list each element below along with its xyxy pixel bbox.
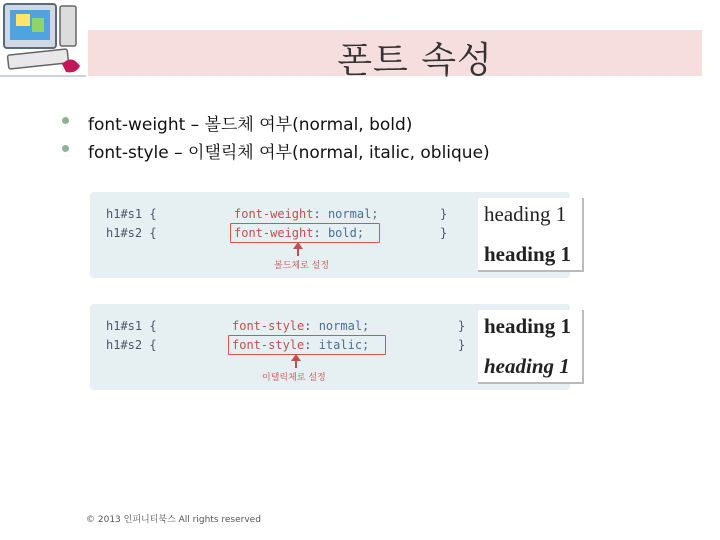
code-value: normal; [320, 207, 379, 221]
code-declaration: font-weight: normal; [234, 207, 379, 221]
result-heading-normal: heading 1 [484, 314, 571, 338]
title-band [88, 30, 702, 81]
code-property: font-weight [234, 207, 314, 221]
result-heading-italic: heading 1 [484, 354, 570, 378]
code-brace: } [458, 338, 466, 352]
highlight-box [230, 223, 380, 243]
code-brace: } [440, 207, 448, 221]
code-value: italic; [311, 338, 370, 352]
code-brace: } [458, 319, 466, 333]
code-selector: h1#s2 { [106, 338, 157, 352]
copyright-footer: © 2013 인피니티북스 All rights reserved [86, 515, 261, 525]
bullet-text: font-style – 이탤릭체 여부(normal, italic, oblique) [88, 143, 490, 163]
code-property: font-style [232, 338, 305, 352]
code-value: bold; [320, 226, 365, 240]
code-selector: h1#s1 { [106, 207, 157, 221]
computer-clipart-icon [0, 0, 86, 80]
rendered-result-weight [478, 198, 584, 272]
annotation-note: 볼드체로 설정 [274, 261, 330, 271]
code-property: font-weight [234, 226, 314, 240]
bullet-dot-icon [62, 117, 69, 124]
page-title: 폰트 속성 [337, 40, 493, 81]
arrow-shaft [297, 248, 299, 256]
code-declaration: font-style: italic; [232, 338, 370, 352]
code-value: normal; [311, 319, 370, 333]
code-declaration: font-style: normal; [232, 319, 370, 333]
annotation-note: 이탤릭체로 설정 [262, 373, 326, 383]
arrow-shaft [295, 360, 297, 368]
rendered-result-style [478, 310, 584, 384]
highlight-box [228, 335, 386, 355]
result-heading-bold: heading 1 [484, 242, 571, 266]
result-heading-normal: heading 1 [484, 202, 567, 226]
code-selector: h1#s2 { [106, 226, 157, 240]
code-brace: } [440, 226, 448, 240]
code-property: font-style [232, 319, 305, 333]
bullet-text: font-weight – 볼드체 여부(normal, bold) [88, 115, 413, 135]
bullet-dot-icon [62, 145, 69, 152]
code-selector: h1#s1 { [106, 319, 157, 333]
code-declaration: font-weight: bold; [234, 226, 365, 240]
